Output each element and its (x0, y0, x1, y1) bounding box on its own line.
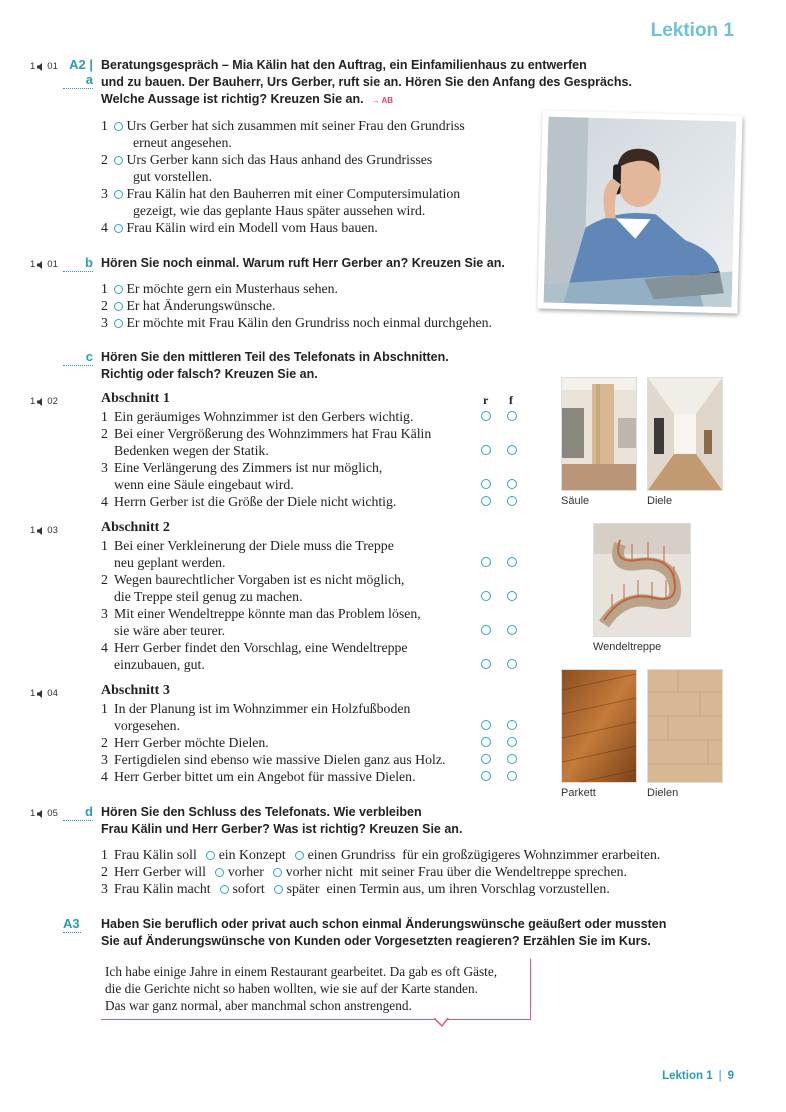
radio-richtig[interactable] (481, 771, 491, 781)
item-text: Mit einer Wendeltreppe könnte man das Problem lösen, (114, 606, 421, 621)
radio-falsch[interactable] (507, 591, 517, 601)
item-text: Er möchte gern ein Musterhaus sehen. (126, 281, 338, 296)
item-text: einen Termin aus, um ihren Vorschlag vorzustellen. (326, 881, 610, 896)
speaker-icon (36, 397, 46, 407)
checkbox-circle[interactable] (114, 285, 123, 294)
list-item (101, 151, 432, 185)
radio-falsch[interactable] (507, 479, 517, 489)
radio-falsch[interactable] (507, 659, 517, 669)
instruction-line: Hören Sie den Schluss des Telefonats. Wie verbleiben (101, 805, 422, 819)
list-item (101, 117, 465, 151)
item-text: Fertigdielen sind ebenso wie massive Dielen ganz aus Holz. (114, 752, 446, 767)
option-circle[interactable] (206, 851, 215, 860)
bubble-line: Ich habe einige Jahre in einem Restaurant gearbeitet. Da gab es oft Gäste, (105, 964, 498, 979)
radio-richtig[interactable] (481, 720, 491, 730)
item-number: 1 (101, 847, 108, 862)
item-number: 4 (101, 769, 108, 784)
radio-falsch[interactable] (507, 771, 517, 781)
radio-falsch[interactable] (507, 625, 517, 635)
checkbox-circle[interactable] (114, 156, 123, 165)
item-text: Herr Gerber bittet um ein Angebot für massive Dielen. (114, 769, 416, 784)
lesson-title: Lektion 1 (650, 20, 734, 41)
page-number: 9 (727, 1070, 734, 1082)
item-number: 3 (101, 186, 108, 201)
item-number: 2 (101, 735, 108, 750)
item-number: 4 (101, 640, 108, 655)
option-text: einen Grundriss (307, 847, 396, 862)
speaker-icon (36, 809, 46, 819)
item-text: Bedenken wegen der Statik. (114, 443, 269, 458)
list-item (101, 297, 276, 314)
track-cd: 1 (30, 61, 36, 72)
item-text: Ein geräumiges Wohnzimmer ist den Gerbers wichtig. (114, 409, 414, 424)
radio-richtig[interactable] (481, 557, 491, 567)
instruction-line: und zu bauen. Der Bauherr, Urs Gerber, ruft sie an. Hören Sie den Anfang des Gesprächs. (101, 75, 632, 89)
list-item (101, 493, 396, 510)
task-label: A2 | a (63, 57, 93, 89)
item-number: 1 (101, 538, 108, 553)
list-item (101, 571, 404, 605)
checkbox-circle[interactable] (114, 319, 123, 328)
radio-falsch[interactable] (507, 754, 517, 764)
list-item (101, 425, 431, 459)
radio-richtig[interactable] (481, 479, 491, 489)
workbook-reference: → AB (371, 96, 394, 105)
speaker-icon (36, 526, 46, 536)
instruction-line: Welche Aussage ist richtig? Kreuzen Sie an. (101, 92, 364, 106)
audio-track[interactable] (30, 525, 58, 536)
item-number: 1 (101, 409, 108, 424)
item-text: sie wäre aber teurer. (114, 623, 226, 638)
photo-wendeltreppe (593, 523, 691, 637)
radio-falsch[interactable] (507, 557, 517, 567)
item-text: Bei einer Verkleinerung der Diele muss die Treppe (114, 538, 394, 553)
bubble-line: Das war ganz normal, aber manchmal schon anstrengend. (105, 998, 412, 1013)
task-instruction: Hören Sie noch einmal. Warum ruft Herr Gerber an? Kreuzen Sie an. (101, 256, 505, 270)
item-text: wenn eine Säule eingebaut wird. (114, 477, 294, 492)
radio-richtig[interactable] (481, 496, 491, 506)
item-number: 3 (101, 460, 108, 475)
list-item (101, 408, 413, 425)
speaker-icon (36, 62, 46, 72)
item-number: 4 (101, 220, 108, 235)
item-text: gut vorstellen. (133, 169, 212, 184)
track-number: 01 (47, 61, 58, 72)
list-item (101, 700, 410, 734)
speaker-icon (36, 689, 46, 699)
track-number: 03 (47, 525, 58, 536)
track-number: 01 (47, 259, 58, 270)
item-text: neu geplant werden. (114, 555, 226, 570)
track-number: 05 (47, 808, 58, 819)
radio-richtig[interactable] (481, 737, 491, 747)
radio-richtig[interactable] (481, 625, 491, 635)
item-text: Wegen baurechtlicher Vorgaben ist es nicht möglich, (114, 572, 405, 587)
option-text: später (286, 881, 320, 896)
task-instruction (101, 57, 632, 109)
list-item (101, 846, 660, 863)
task-label: A3 (63, 916, 80, 931)
radio-richtig[interactable] (481, 754, 491, 764)
column-header-richtig: r (483, 393, 489, 407)
track-cd: 1 (30, 396, 36, 407)
item-text: Frau Kälin soll (114, 847, 197, 862)
list-item (101, 734, 269, 751)
item-text: gezeigt, wie das geplante Haus später aussehen wird. (133, 203, 426, 218)
caption-dielen: Dielen (647, 787, 679, 799)
page-footer: Lektion 1 | 9 (662, 1070, 734, 1082)
item-text: Herr Gerber will (114, 864, 206, 879)
list-item (101, 185, 460, 219)
item-number: 1 (101, 118, 108, 133)
instruction-line: Hören Sie den mittleren Teil des Telefonats in Abschnitten. (101, 350, 449, 364)
item-text: Frau Kälin wird ein Modell vom Haus bauen. (126, 220, 378, 235)
item-text: die Treppe steil genug zu machen. (114, 589, 303, 604)
task-instruction (101, 349, 449, 383)
audio-track[interactable] (30, 688, 58, 699)
section-title: Abschnitt 2 (101, 520, 170, 535)
instruction-line: Beratungsgespräch – Mia Kälin hat den Auftrag, ein Einfamilienhaus zu entwerfen (101, 58, 587, 72)
radio-falsch[interactable] (507, 496, 517, 506)
list-item (101, 751, 445, 768)
item-text: Bei einer Vergrößerung des Wohnzimmers hat Frau Kälin (114, 426, 432, 441)
radio-falsch[interactable] (507, 445, 517, 455)
item-number: 2 (101, 298, 108, 313)
radio-falsch[interactable] (507, 737, 517, 747)
item-text: Herr Gerber findet den Vorschlag, eine Wendeltreppe (114, 640, 408, 655)
track-cd: 1 (30, 259, 36, 270)
item-text: Frau Kälin hat den Bauherren mit einer Computersimulation (126, 186, 461, 201)
item-number: 1 (101, 281, 108, 296)
task-instruction (101, 804, 462, 838)
bubble-line: die die Gerichte nicht so haben wollten, wie sie auf der Karte standen. (105, 981, 478, 996)
option-circle[interactable] (273, 868, 282, 877)
photo-dielen (647, 669, 723, 783)
item-text: Urs Gerber hat sich zusammen mit seiner Frau den Grundriss (126, 118, 465, 133)
footer-lesson: Lektion 1 (662, 1070, 713, 1082)
photo-man-on-phone (537, 110, 742, 313)
option-circle[interactable] (215, 868, 224, 877)
track-number: 04 (47, 688, 58, 699)
photo-saeule (561, 377, 637, 491)
item-text: für ein großzügigeres Wohnzimmer erarbeiten. (402, 847, 661, 862)
item-text: Frau Kälin macht (114, 881, 211, 896)
item-number: 4 (101, 494, 108, 509)
item-text: In der Planung ist im Wohnzimmer ein Holzfußboden (114, 701, 411, 716)
radio-richtig[interactable] (481, 659, 491, 669)
item-number: 3 (101, 752, 108, 767)
radio-richtig[interactable] (481, 411, 491, 421)
radio-falsch[interactable] (507, 411, 517, 421)
item-text: Er hat Änderungswünsche. (126, 298, 276, 313)
task-instruction (101, 916, 666, 950)
radio-falsch[interactable] (507, 720, 517, 730)
section-title: Abschnitt 3 (101, 683, 170, 698)
checkbox-circle[interactable] (114, 224, 123, 233)
audio-track[interactable] (30, 808, 58, 819)
photo-parkett (561, 669, 637, 783)
list-item (101, 863, 627, 880)
option-text: vorher (227, 864, 264, 879)
item-number: 2 (101, 572, 108, 587)
track-cd: 1 (30, 808, 36, 819)
option-circle[interactable] (220, 885, 229, 894)
checkbox-circle[interactable] (114, 190, 123, 199)
item-text: Er möchte mit Frau Kälin den Grundriss noch einmal durchgehen. (126, 315, 492, 330)
checkbox-circle[interactable] (114, 302, 123, 311)
task-label: d (63, 804, 93, 821)
option-text: ein Konzept (218, 847, 286, 862)
item-number: 3 (101, 606, 108, 621)
item-number: 2 (101, 864, 108, 879)
audio-track[interactable] (30, 396, 58, 407)
item-text: erneut angesehen. (133, 135, 232, 150)
item-text: mit seiner Frau über die Wendeltreppe sprechen. (359, 864, 627, 879)
column-header-falsch: f (509, 393, 513, 407)
instruction-line: Frau Kälin und Herr Gerber? Was ist richtig? Kreuzen Sie an. (101, 822, 463, 836)
list-item (101, 768, 416, 785)
item-text: Eine Verlängerung des Zimmers ist nur möglich, (114, 460, 383, 475)
option-circle[interactable] (295, 851, 304, 860)
caption-saeule: Säule (561, 495, 590, 507)
item-text: Herrn Gerber ist die Größe der Diele nicht wichtig. (114, 494, 397, 509)
item-number: 2 (101, 152, 108, 167)
instruction-line: Sie auf Änderungswünsche von Kunden oder Vorgesetzten reagieren? Erzählen Sie im Kurs. (101, 934, 651, 948)
caption-wendeltreppe: Wendeltreppe (593, 641, 662, 653)
list-item (101, 639, 408, 673)
item-number: 2 (101, 426, 108, 441)
item-number: 1 (101, 701, 108, 716)
caption-diele: Diele (647, 495, 673, 507)
parquet-illustration (562, 670, 636, 782)
photo-diele (647, 377, 723, 491)
item-number: 3 (101, 315, 108, 330)
man-phone-illustration (544, 117, 737, 308)
track-number: 02 (47, 396, 58, 407)
instruction-line: Richtig oder falsch? Kreuzen Sie an. (101, 367, 318, 381)
radio-richtig[interactable] (481, 591, 491, 601)
list-item (101, 219, 378, 236)
item-text: Herr Gerber möchte Dielen. (114, 735, 269, 750)
list-item (101, 537, 394, 571)
task-label: c (63, 349, 93, 366)
section-title: Abschnitt 1 (101, 391, 170, 406)
caption-parkett: Parkett (561, 787, 596, 799)
item-number: 3 (101, 881, 108, 896)
task-label: b (63, 255, 93, 272)
instruction-line: Haben Sie beruflich oder privat auch schon einmal Änderungswünsche geäußert oder mussten (101, 917, 667, 931)
floorboards-illustration (648, 670, 722, 782)
audio-track[interactable] (30, 61, 58, 72)
speaker-icon (36, 260, 46, 270)
track-cd: 1 (30, 688, 36, 699)
option-circle[interactable] (274, 885, 283, 894)
speech-bubble-tail (434, 1018, 454, 1028)
list-item (101, 880, 610, 897)
list-item (101, 605, 421, 639)
list-item (101, 280, 338, 297)
hallway-illustration (648, 378, 722, 490)
item-text: Urs Gerber kann sich das Haus anhand des Grundrisses (126, 152, 433, 167)
item-text: einzubauen, gut. (114, 657, 205, 672)
speech-bubble-text (105, 963, 497, 1014)
column-illustration (562, 378, 636, 490)
list-item (101, 314, 492, 331)
audio-track[interactable] (30, 259, 58, 270)
radio-richtig[interactable] (481, 445, 491, 455)
spiral-staircase-illustration (594, 524, 690, 636)
item-text: vorgesehen. (114, 718, 181, 733)
track-cd: 1 (30, 525, 36, 536)
option-text: vorher nicht (285, 864, 353, 879)
option-text: sofort (232, 881, 265, 896)
checkbox-circle[interactable] (114, 122, 123, 131)
list-item (101, 459, 382, 493)
